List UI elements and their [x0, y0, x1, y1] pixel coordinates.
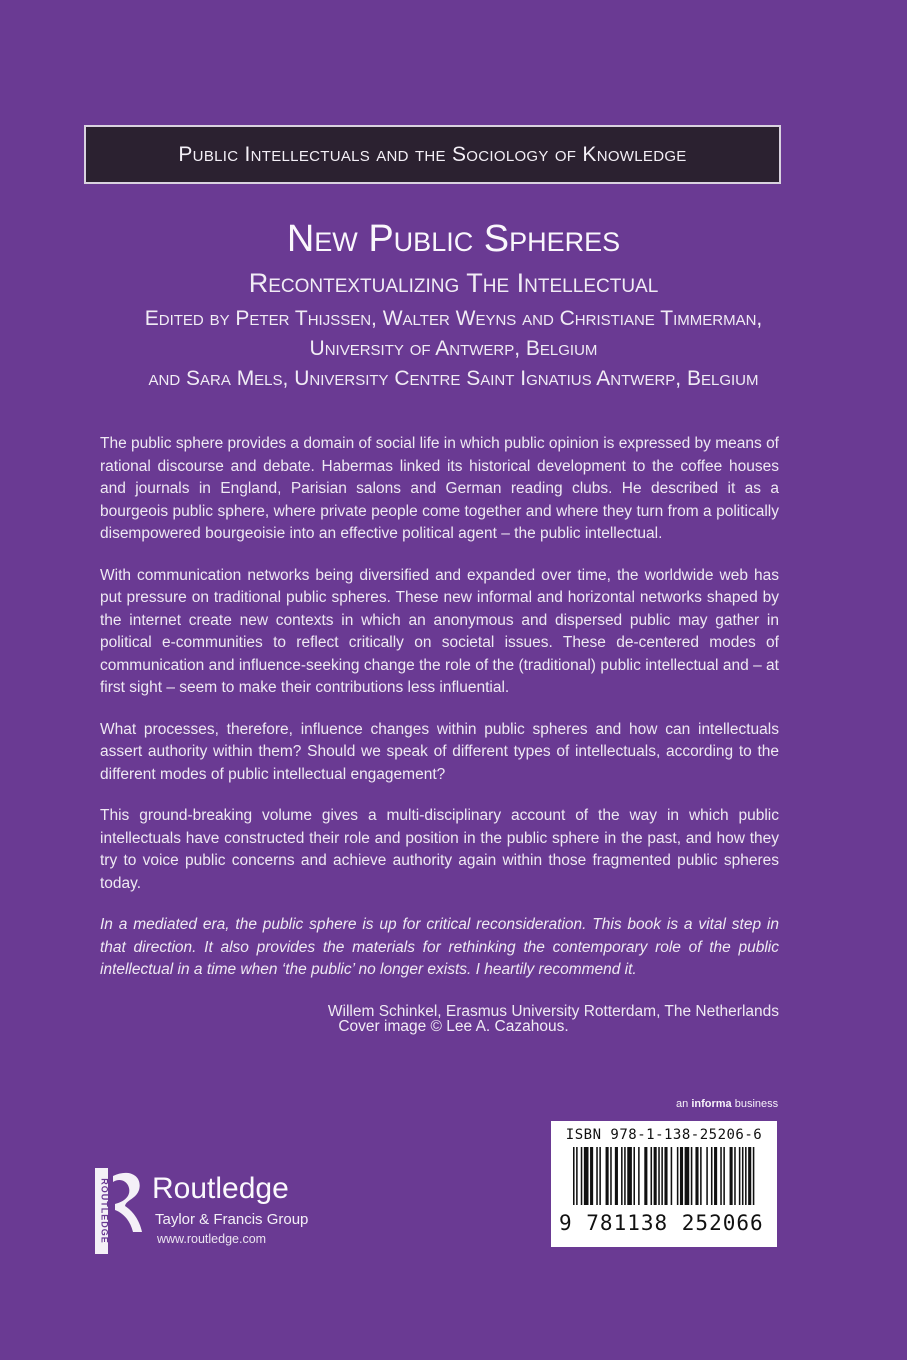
barcode-bar — [658, 1147, 660, 1205]
barcode-bar — [654, 1147, 657, 1205]
publisher-name: Routledge — [152, 1172, 289, 1205]
barcode-bar — [734, 1147, 736, 1205]
series-banner — [84, 125, 781, 184]
review-attribution: Willem Schinkel, Erasmus University Rotterdam, The Netherlands — [327, 1002, 779, 1020]
barcode-digits: 9 781138 252066 — [559, 1211, 764, 1235]
barcode-bar — [723, 1147, 725, 1205]
editors-line-1: Edited by Peter Thijssen, Walter Weyns and Christiane Timmerman, — [144, 307, 763, 330]
barcode-box — [551, 1121, 777, 1247]
barcode-bar — [584, 1147, 589, 1205]
barcode-bar — [576, 1147, 578, 1205]
informa-tagline — [676, 1098, 778, 1110]
blurb — [100, 433, 779, 1042]
publisher-url[interactable]: www.routledge.com — [157, 1232, 267, 1246]
barcode-bar — [685, 1147, 690, 1205]
barcode-bar — [748, 1147, 751, 1205]
informa-suffix: business — [734, 1098, 779, 1110]
barcode-bar — [691, 1147, 693, 1205]
barcode-bar — [621, 1147, 623, 1205]
barcode-bar — [711, 1147, 713, 1205]
editors — [0, 304, 907, 394]
barcode-bar — [677, 1147, 679, 1205]
isbn-label: ISBN 978-1-138-25206-6 — [565, 1127, 763, 1143]
barcode-bar — [627, 1147, 632, 1205]
barcode-bar — [695, 1147, 698, 1205]
barcode-bar — [610, 1147, 612, 1205]
barcode-bar — [700, 1147, 702, 1205]
barcode-bar — [596, 1147, 598, 1205]
blurb-paragraph: What processes, therefore, influence changes within public spheres and how can intellectuals assert authority within them? Should we speak of different types of intellectuals, according to the different modes of public intellectual engagement? — [100, 720, 779, 783]
barcode-bar — [644, 1147, 647, 1205]
barcode-bar — [680, 1147, 683, 1205]
barcode-bar — [638, 1147, 640, 1205]
blurb-paragraph: With communication networks being diversified and expanded over time, the worldwide web has put pressure on traditional public spheres. These new informal and horizontal networks shaped by the internet create new contexts in which an anonymous and dispersed public may gather in political e-communities to reflect critically on societal issues. These de-centered modes of communication and influence-seeking change the role of the (traditional) public intellectual and – at first sight – seem to make their contributions less influential. — [100, 566, 779, 696]
barcode-bars — [569, 1147, 759, 1205]
barcode-bar — [720, 1147, 722, 1205]
series-title: Public Intellectuals and the Sociology of Knowledge — [178, 142, 687, 166]
barcode-bar — [573, 1147, 575, 1205]
barcode-bar — [615, 1147, 618, 1205]
cover-credit: Cover image © Lee A. Cazahous. — [338, 1018, 569, 1035]
barcode-bar — [651, 1147, 653, 1205]
barcode-bar — [745, 1147, 747, 1205]
barcode-bar — [742, 1147, 744, 1205]
routledge-logo-icon — [95, 1166, 147, 1256]
barcode-bar — [661, 1147, 663, 1205]
routledge-spine-text: ROUTLEDGE — [99, 1178, 110, 1244]
book-title: New Public Spheres — [286, 218, 621, 260]
informa-brand: informa — [691, 1098, 732, 1110]
barcode-bar — [606, 1147, 609, 1205]
publisher-block — [95, 1166, 355, 1256]
title-block — [0, 214, 907, 394]
review-quote: In a mediated era, the public sphere is up for critical reconsideration. This book is a vital step in that direction. It also provides the materials for rethinking the contemporary role of the public intellectual in a time when ‘the public’ no longer exists. I heartily recommend it. — [100, 916, 779, 978]
barcode-bar — [599, 1147, 601, 1205]
barcode-bar — [730, 1147, 733, 1205]
barcode-bar — [714, 1147, 717, 1205]
barcode-bar — [633, 1147, 635, 1205]
barcode-bar — [706, 1147, 708, 1205]
barcode-bar — [590, 1147, 593, 1205]
barcode-bar — [739, 1147, 741, 1205]
blurb-paragraph: The public sphere provides a domain of social life in which public opinion is expressed by means of rational discourse and debate. Habermas linked its historical development to the coffee houses and journals in England, Parisian salons and German reading clubs. He described it as a bourgeois public sphere, where private people come together and where they turn from a politically disempowered bourgeoisie into an effective political agent – the public intellectual. — [100, 435, 779, 542]
barcode-bar — [624, 1147, 626, 1205]
barcode-bar — [753, 1147, 755, 1205]
editors-line-3: and Sara Mels, University Centre Saint Ignatius Antwerp, Belgium — [148, 367, 759, 390]
barcode-bar — [664, 1147, 667, 1205]
editors-line-2: University of Antwerp, Belgium — [309, 337, 598, 360]
publisher-group: Taylor & Francis Group — [155, 1211, 309, 1228]
book-subtitle: Recontextualizing The Intellectual — [248, 268, 659, 298]
barcode-bar — [671, 1147, 673, 1205]
barcode-bar — [581, 1147, 583, 1205]
informa-prefix: an — [676, 1098, 689, 1110]
blurb-paragraph: This ground-breaking volume gives a multi-disciplinary account of the way in which public intellectuals have constructed their role and position in the public sphere in the past, and how they try to voice public concerns and achieve authority again within those fragmented public spheres today. — [100, 807, 779, 892]
